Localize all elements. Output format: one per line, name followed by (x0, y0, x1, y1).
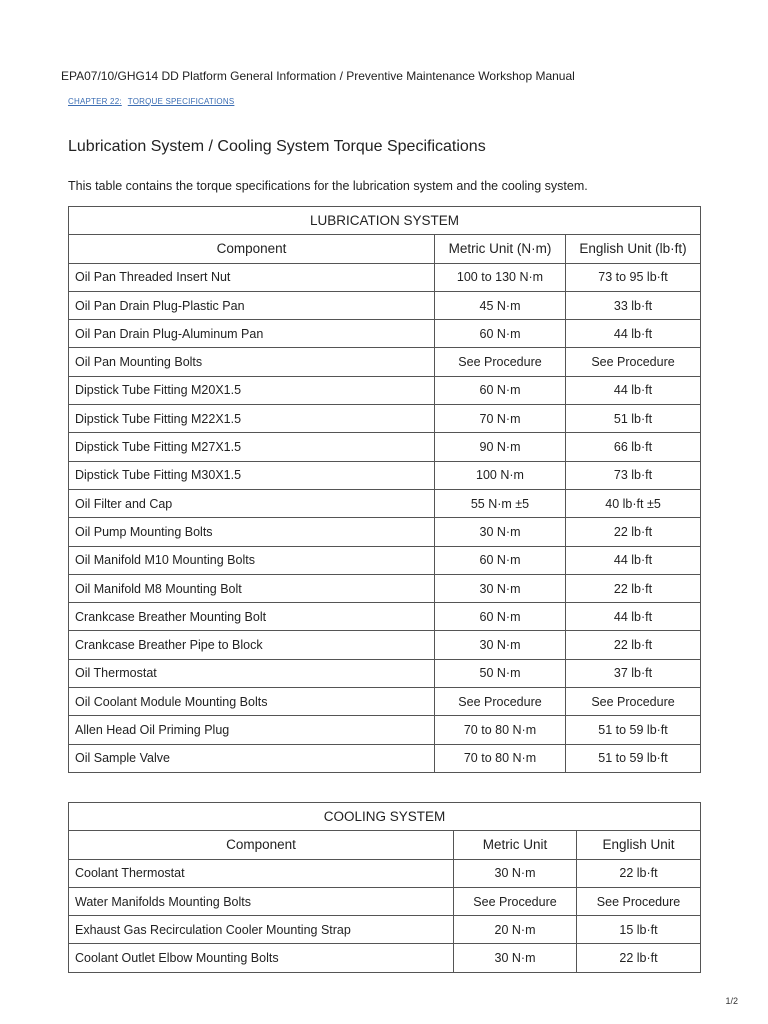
cooling-table (68, 802, 701, 973)
english-value-cell: 40 lb·ft ±5 (566, 489, 701, 517)
component-cell: Coolant Outlet Elbow Mounting Bolts (69, 944, 454, 972)
table-row (69, 348, 701, 376)
metric-value-cell: 70 to 80 N·m (435, 744, 566, 772)
english-value-cell: 51 lb·ft (566, 405, 701, 433)
table-row (69, 631, 701, 659)
component-cell: Crankcase Breather Mounting Bolt (69, 603, 435, 631)
breadcrumb (68, 97, 234, 106)
table-row (69, 944, 701, 972)
intro-text: This table contains the torque specifications for the lubrication system and the cooling system. (68, 179, 588, 193)
page-title: Lubrication System / Cooling System Torque Specifications (68, 138, 486, 155)
metric-value-cell: 70 N·m (435, 405, 566, 433)
table-row (69, 574, 701, 602)
component-cell: Coolant Thermostat (69, 859, 454, 887)
english-value-cell: 51 to 59 lb·ft (566, 716, 701, 744)
metric-value-cell: 30 N·m (454, 859, 577, 887)
table-row (69, 659, 701, 687)
english-value-cell: 22 lb·ft (566, 574, 701, 602)
column-header-english: English Unit (577, 831, 701, 859)
metric-value-cell: 100 N·m (435, 461, 566, 489)
metric-value-cell: 30 N·m (435, 574, 566, 602)
english-value-cell: 51 to 59 lb·ft (566, 744, 701, 772)
component-cell: Exhaust Gas Recirculation Cooler Mounting Strap (69, 916, 454, 944)
english-value-cell: 44 lb·ft (566, 376, 701, 404)
table-row (69, 744, 701, 772)
component-cell: Dipstick Tube Fitting M30X1.5 (69, 461, 435, 489)
table-row (69, 916, 701, 944)
metric-value-cell: 30 N·m (435, 518, 566, 546)
table-row (69, 859, 701, 887)
page-number: 1/2 (725, 996, 738, 1006)
english-value-cell: 44 lb·ft (566, 320, 701, 348)
table-row (69, 376, 701, 404)
lubrication-table-title: LUBRICATION SYSTEM (69, 207, 701, 235)
metric-value-cell: 20 N·m (454, 916, 577, 944)
metric-value-cell: 100 to 130 N·m (435, 263, 566, 291)
component-cell: Oil Sample Valve (69, 744, 435, 772)
table-row (69, 603, 701, 631)
component-cell: Oil Pan Threaded Insert Nut (69, 263, 435, 291)
metric-value-cell: 60 N·m (435, 320, 566, 348)
component-cell: Crankcase Breather Pipe to Block (69, 631, 435, 659)
table-row (69, 887, 701, 915)
english-value-cell: See Procedure (566, 688, 701, 716)
table-row (69, 546, 701, 574)
metric-value-cell: 60 N·m (435, 376, 566, 404)
english-value-cell: 22 lb·ft (577, 944, 701, 972)
english-value-cell: 44 lb·ft (566, 546, 701, 574)
english-value-cell: 33 lb·ft (566, 291, 701, 319)
metric-value-cell: 90 N·m (435, 433, 566, 461)
metric-value-cell: 55 N·m ±5 (435, 489, 566, 517)
metric-value-cell: 30 N·m (435, 631, 566, 659)
table-row (69, 263, 701, 291)
metric-value-cell: 60 N·m (435, 603, 566, 631)
breadcrumb-chapter-link[interactable]: CHAPTER 22: (68, 97, 122, 106)
metric-value-cell: 50 N·m (435, 659, 566, 687)
component-cell: Allen Head Oil Priming Plug (69, 716, 435, 744)
component-cell: Oil Pump Mounting Bolts (69, 518, 435, 546)
metric-value-cell: 70 to 80 N·m (435, 716, 566, 744)
metric-value-cell: See Procedure (454, 887, 577, 915)
english-value-cell: 37 lb·ft (566, 659, 701, 687)
table-row (69, 716, 701, 744)
component-cell: Oil Manifold M10 Mounting Bolts (69, 546, 435, 574)
column-header-english: English Unit (lb·ft) (566, 235, 701, 263)
manual-title: EPA07/10/GHG14 DD Platform General Information / Preventive Maintenance Workshop Manual (61, 69, 575, 83)
english-value-cell: 44 lb·ft (566, 603, 701, 631)
english-value-cell: See Procedure (566, 348, 701, 376)
component-cell: Dipstick Tube Fitting M27X1.5 (69, 433, 435, 461)
cooling-table-title: COOLING SYSTEM (69, 803, 701, 831)
lubrication-table (68, 206, 701, 773)
column-header-metric: Metric Unit (454, 831, 577, 859)
english-value-cell: 22 lb·ft (566, 631, 701, 659)
metric-value-cell: 45 N·m (435, 291, 566, 319)
table-row (69, 405, 701, 433)
english-value-cell: 73 to 95 lb·ft (566, 263, 701, 291)
english-value-cell: 66 lb·ft (566, 433, 701, 461)
component-cell: Oil Pan Drain Plug-Aluminum Pan (69, 320, 435, 348)
table-row (69, 433, 701, 461)
column-header-component: Component (69, 831, 454, 859)
metric-value-cell: See Procedure (435, 688, 566, 716)
english-value-cell: 22 lb·ft (566, 518, 701, 546)
column-header-component: Component (69, 235, 435, 263)
component-cell: Water Manifolds Mounting Bolts (69, 887, 454, 915)
table-row (69, 688, 701, 716)
component-cell: Oil Coolant Module Mounting Bolts (69, 688, 435, 716)
table-row (69, 518, 701, 546)
component-cell: Oil Thermostat (69, 659, 435, 687)
table-row (69, 461, 701, 489)
metric-value-cell: See Procedure (435, 348, 566, 376)
english-value-cell: 22 lb·ft (577, 859, 701, 887)
table-row (69, 489, 701, 517)
column-header-metric: Metric Unit (N·m) (435, 235, 566, 263)
metric-value-cell: 60 N·m (435, 546, 566, 574)
component-cell: Dipstick Tube Fitting M22X1.5 (69, 405, 435, 433)
breadcrumb-section-link[interactable]: TORQUE SPECIFICATIONS (127, 97, 235, 106)
table-row (69, 291, 701, 319)
english-value-cell: 15 lb·ft (577, 916, 701, 944)
component-cell: Oil Pan Drain Plug-Plastic Pan (69, 291, 435, 319)
metric-value-cell: 30 N·m (454, 944, 577, 972)
table-row (69, 320, 701, 348)
component-cell: Dipstick Tube Fitting M20X1.5 (69, 376, 435, 404)
english-value-cell: 73 lb·ft (566, 461, 701, 489)
component-cell: Oil Pan Mounting Bolts (69, 348, 435, 376)
component-cell: Oil Manifold M8 Mounting Bolt (69, 574, 435, 602)
english-value-cell: See Procedure (577, 887, 701, 915)
component-cell: Oil Filter and Cap (69, 489, 435, 517)
